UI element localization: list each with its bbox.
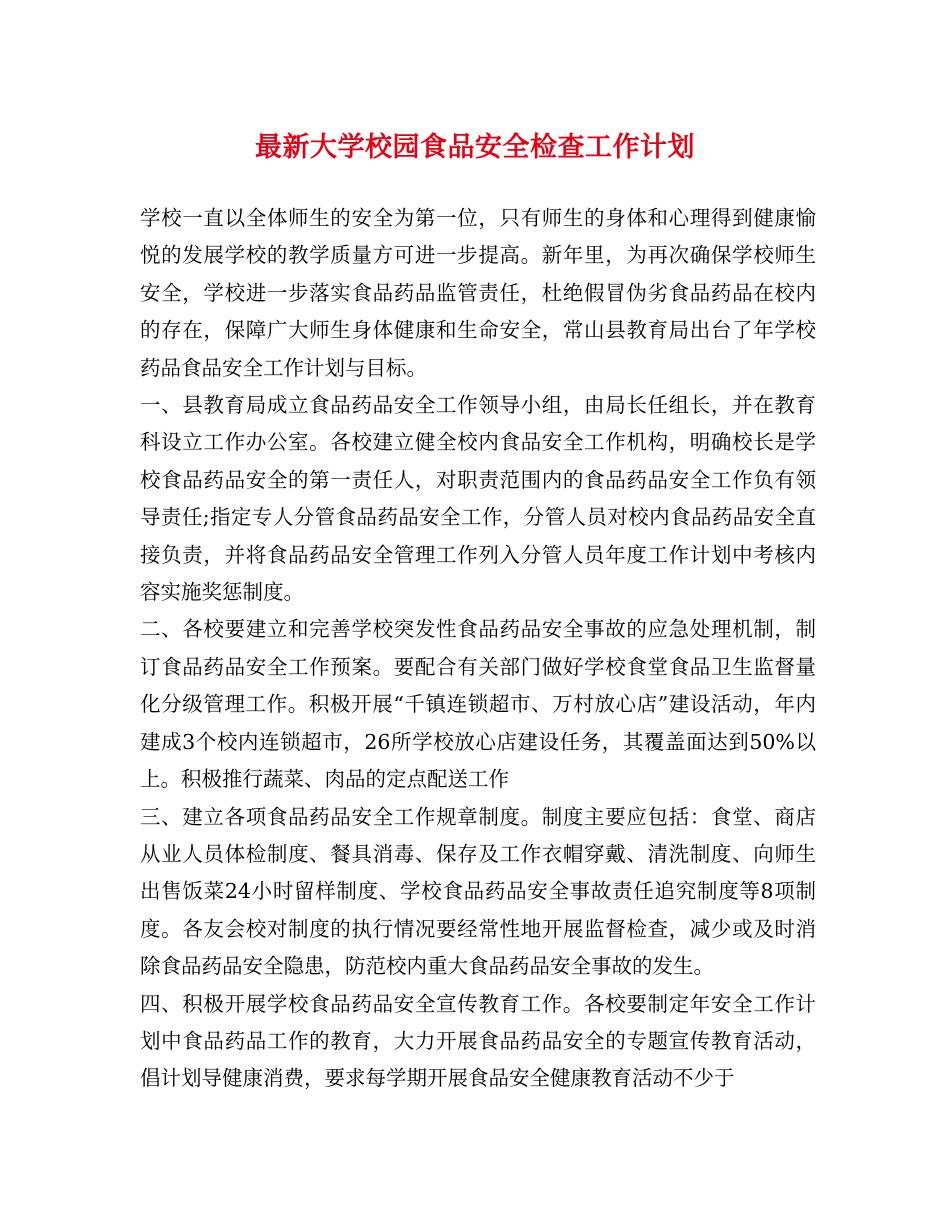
paragraph-section-2: 二、各校要建立和完善学校突发性食品药品安全事故的应急处理机制，制订食品药品安全工作预案。要配合有关部门做好学校食堂食品卫生监督量化分级管理工作。积极开展“千镇连锁超市、万村放心店”建设活动，年内建成3个校内连锁超市，26所学校放心店建设任务，其覆盖面达到50%以上。积极推行蔬菜、肉品的定点配送工作: [140, 617, 816, 792]
paragraph-section-3: 三、建立各项食品药品安全工作规章制度。制度主要应包括：食堂、商店从业人员体检制度、餐具消毒、保存及工作衣帽穿戴、清洗制度、向师生出售饭菜24小时留样制度、学校食品药品安全事故责任追究制度等8项制度。各友会校对制度的执行情况要经常性地开展监督检查，减少或及时消除食品药品安全隐患，防范校内重大食品药品安全事故的发生。: [140, 804, 816, 979]
document-body: [140, 200, 816, 1098]
paragraph-section-4: 四、积极开展学校食品药品安全宣传教育工作。各校要制定年安全工作计划中食品药品工作的教育，大力开展食品药品安全的专题宣传教育活动，倡计划导健康消费，要求每学期开展食品安全健康教育活动不少于: [140, 991, 816, 1091]
document-title: 最新大学校园食品安全检查工作计划: [255, 132, 695, 163]
paragraph-intro: 学校一直以全体师生的安全为第一位，只有师生的身体和心理得到健康愉悦的发展学校的教学质量方可进一步提高。新年里，为再次确保学校师生安全，学校进一步落实食品药品监管责任，杜绝假冒伪劣食品药品在校内的存在，保障广大师生身体健康和生命安全，常山县教育局出台了年学校药品食品安全工作计划与目标。: [140, 206, 816, 380]
paragraph-section-1: 一、县教育局成立食品药品安全工作领导小组，由局长任组长，并在教育科设立工作办公室。各校建立健全校内食品安全工作机构，明确校长是学校食品药品安全的第一责任人，对职责范围内的食品药品安全工作负有领导责任;指定专人分管食品药品安全工作，分管人员对校内食品药品安全直接负责，并将食品药品安全管理工作列入分管人员年度工作计划中考核内容实施奖惩制度。: [140, 393, 816, 605]
